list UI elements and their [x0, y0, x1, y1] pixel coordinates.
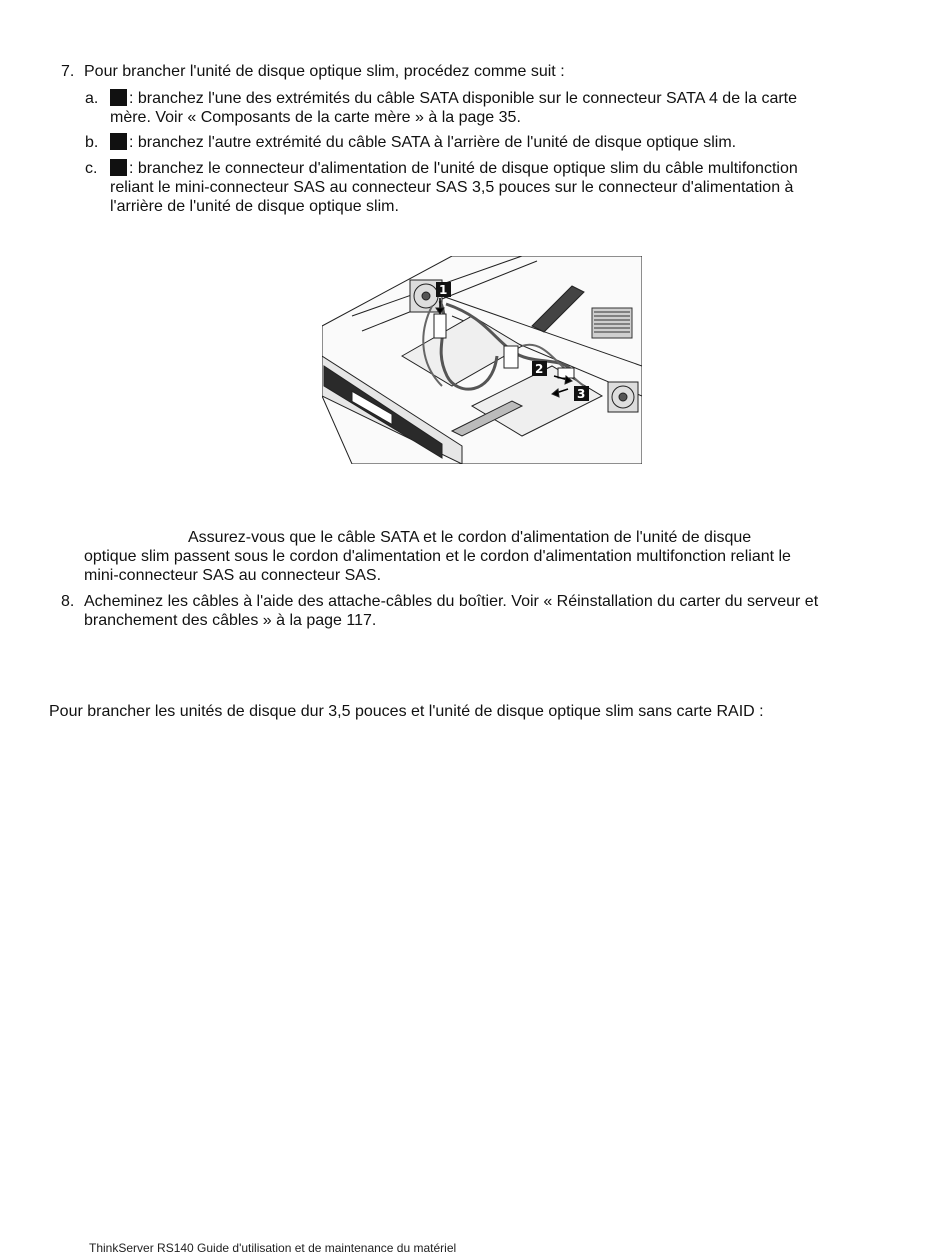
step-7-text: Pour brancher l'unité de disque optique slim, procédez comme suit : [84, 63, 565, 80]
svg-text:2: 2 [535, 362, 544, 376]
note-paragraph [84, 528, 904, 585]
svg-text:3: 3 [577, 387, 586, 401]
sub-step-b [110, 133, 880, 152]
sub-step-b-line1: : branchez l'autre extrémité du câble SATA à l'arrière de l'unité de disque optique slim. [129, 134, 737, 151]
callout-box-icon [110, 159, 127, 176]
callout-box-icon [110, 133, 127, 150]
sub-step-c-line2: reliant le mini-connecteur SAS au connecteur SAS 3,5 pouces sur le connecteur d'alimentation à [110, 179, 794, 196]
sub-step-a [110, 89, 880, 127]
note-line2: optique slim passent sous le cordon d'alimentation et le cordon d'alimentation multifonction reliant le [84, 548, 791, 565]
sub-step-c-line3: l'arrière de l'unité de disque optique slim. [110, 198, 399, 215]
callout-2 [532, 361, 547, 376]
callout-1 [436, 282, 451, 297]
step-8-line2: branchement des câbles » à la page 117. [84, 612, 377, 629]
step-8-line1: Acheminez les câbles à l'aide des attache-câbles du boîtier. Voir « Réinstallation du carter du serveur et [84, 593, 819, 610]
note-line3: mini-connecteur SAS au connecteur SAS. [84, 567, 382, 584]
sub-step-a-line1: : branchez l'une des extrémités du câble SATA disponible sur le connecteur SATA 4 de la carte [129, 90, 798, 107]
server-cabling-illustration [322, 256, 642, 464]
sub-step-a-line2: mère. Voir « Composants de la carte mère » à la page 35. [110, 109, 521, 126]
sub-step-b-letter: b. [85, 134, 99, 151]
step-8-text [84, 592, 904, 630]
callout-box-icon [110, 89, 127, 106]
svg-text:1: 1 [439, 283, 448, 297]
no-raid-intro: Pour brancher les unités de disque dur 3,5 pouces et l'unité de disque optique slim sans carte RAID : [49, 703, 764, 720]
sub-step-c-line1: : branchez le connecteur d'alimentation de l'unité de disque optique slim du câble multifonction [129, 160, 798, 177]
sub-step-c-letter: c. [85, 160, 98, 177]
page-footer: ThinkServer RS140 Guide d'utilisation et de maintenance du matériel [89, 1241, 457, 1255]
sub-step-c [110, 159, 880, 216]
callout-3 [574, 386, 589, 401]
note-line1: Assurez-vous que le câble SATA et le cordon d'alimentation de l'unité de disque [188, 529, 752, 546]
step-8-number: 8. [61, 593, 75, 610]
step-7-number: 7. [61, 63, 75, 80]
sub-step-a-letter: a. [85, 90, 99, 107]
